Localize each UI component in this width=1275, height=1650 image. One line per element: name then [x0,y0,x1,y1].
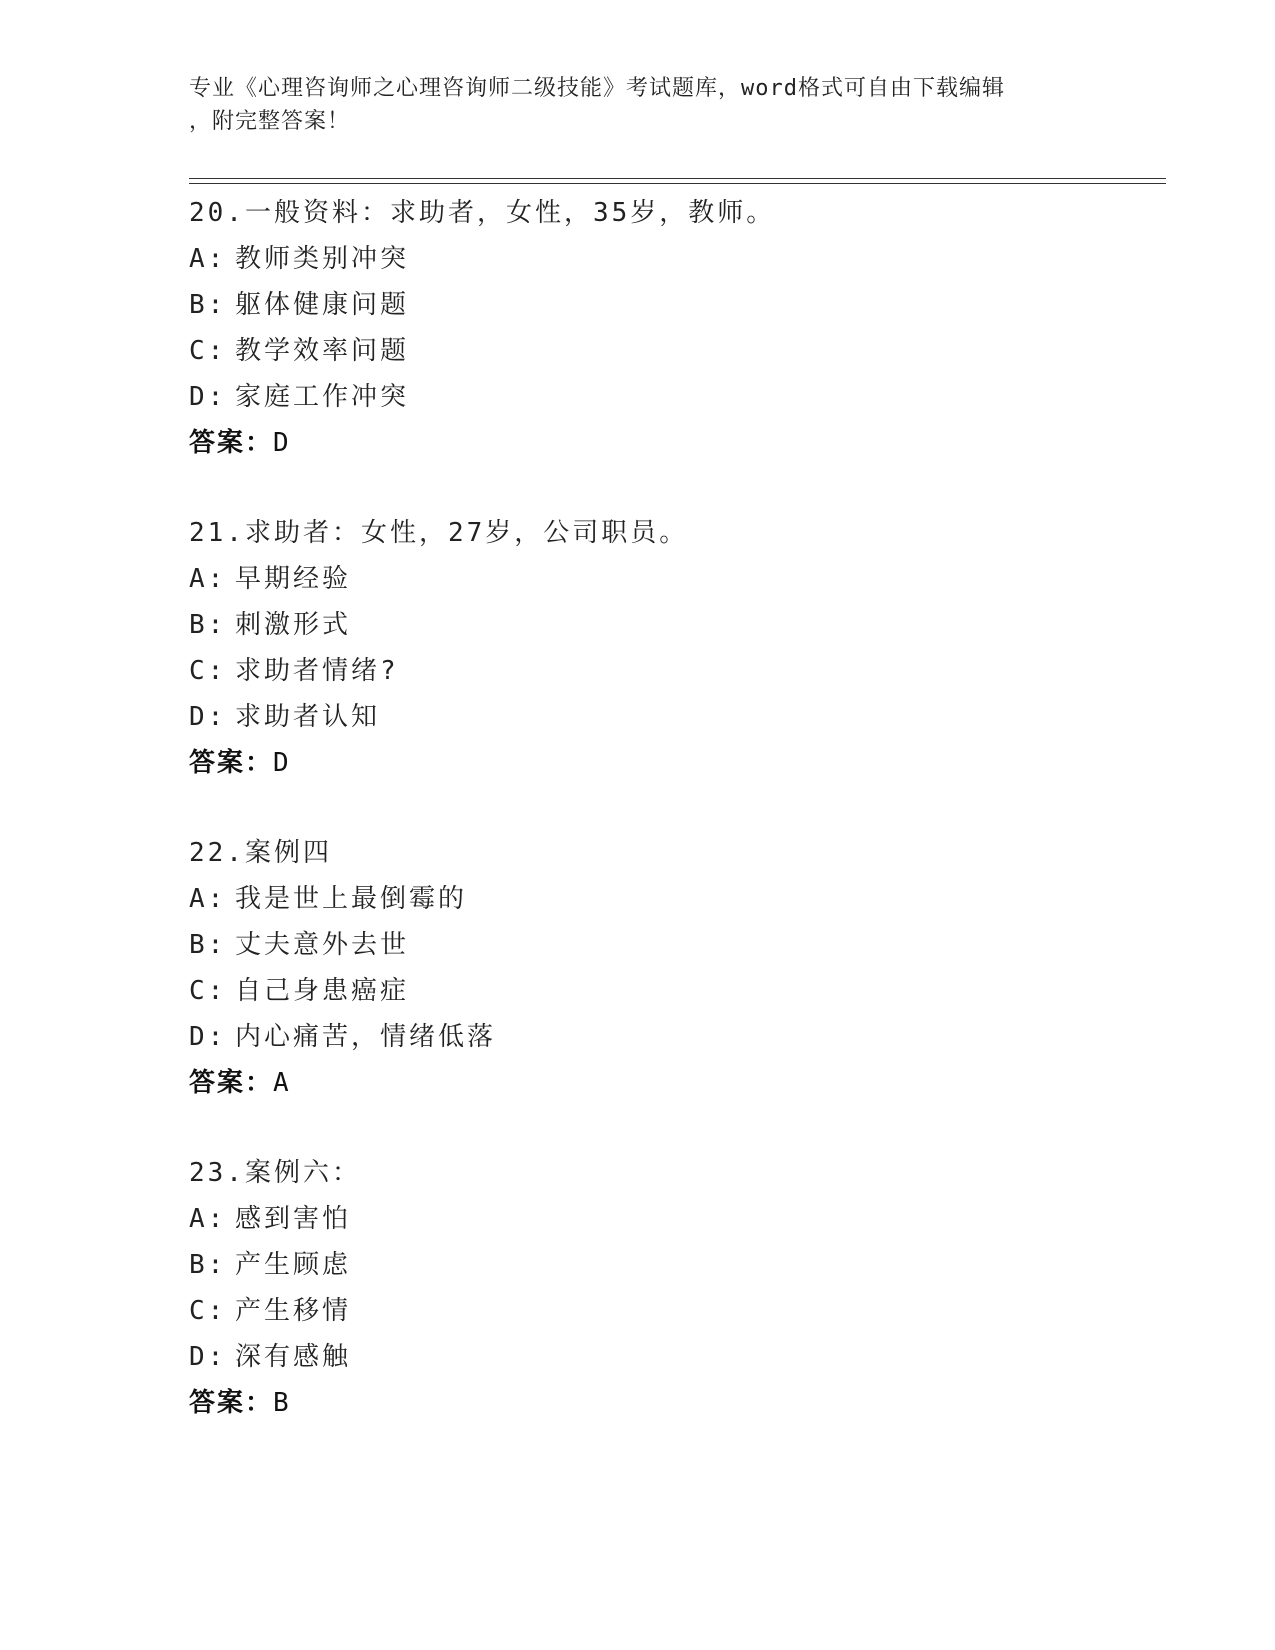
option-c [189,1288,1089,1334]
option-b [189,922,1089,968]
option-a [189,236,1089,282]
header-line-2: ，附完整答案！ [189,109,351,134]
option-key: C: [189,656,227,686]
option-text: 产生顾虑 [235,1250,352,1280]
option-key: C: [189,1296,227,1326]
document-header [189,72,1089,138]
answer-line [189,1380,1089,1426]
option-text: 躯体健康问题 [235,290,410,320]
option-d [189,1334,1089,1380]
answer-line [189,740,1089,786]
answer-value: D [273,428,291,458]
option-c [189,968,1089,1014]
question-block [189,190,1089,466]
option-key: A: [189,1204,227,1234]
option-d [189,694,1089,740]
option-text: 刺激形式 [235,610,352,640]
option-text: 丈夫意外去世 [235,930,410,960]
option-key: D: [189,382,227,412]
option-text: 家庭工作冲突 [235,382,410,412]
header-divider-bottom [189,183,1166,184]
option-text: 我是世上最倒霉的 [235,884,468,914]
option-b [189,602,1089,648]
question-stem: 22.案例四 [189,838,332,868]
answer-label: 答案： [189,428,274,458]
option-key: C: [189,976,227,1006]
option-text: 自己身患癌症 [235,976,410,1006]
option-key: A: [189,244,227,274]
answer-line [189,1060,1089,1106]
option-key: B: [189,930,227,960]
option-text: 产生移情 [235,1296,352,1326]
question-block [189,510,1089,786]
option-text: 内心痛苦，情绪低落 [235,1022,497,1052]
option-a [189,876,1089,922]
option-key: B: [189,1250,227,1280]
option-text: 感到害怕 [235,1204,352,1234]
question-stem: 21.求助者：女性，27岁，公司职员。 [189,518,689,548]
header-divider-top [189,178,1166,179]
option-text: 求助者情绪? [235,656,399,686]
option-a [189,556,1089,602]
option-text: 教师类别冲突 [235,244,410,274]
option-b [189,1242,1089,1288]
option-c [189,648,1089,694]
answer-label: 答案： [189,1068,274,1098]
answer-line [189,420,1089,466]
option-d [189,374,1089,420]
option-b [189,282,1089,328]
option-key: A: [189,564,227,594]
header-line-1: 专业《心理咨询师之心理咨询师二级技能》考试题库，word格式可自由下载编辑 [189,76,1005,101]
option-key: B: [189,610,227,640]
option-d [189,1014,1089,1060]
option-key: C: [189,336,227,366]
answer-value: D [273,748,291,778]
option-key: B: [189,290,227,320]
option-text: 早期经验 [235,564,352,594]
answer-label: 答案： [189,748,274,778]
option-key: A: [189,884,227,914]
option-key: D: [189,1022,227,1052]
option-c [189,328,1089,374]
option-text: 深有感触 [235,1342,352,1372]
question-block [189,830,1089,1106]
answer-value: A [273,1068,291,1098]
option-a [189,1196,1089,1242]
option-text: 求助者认知 [235,702,381,732]
option-key: D: [189,1342,227,1372]
question-stem: 20.一般资料：求助者，女性，35岁，教师。 [189,198,776,228]
answer-label: 答案： [189,1388,274,1418]
option-key: D: [189,702,227,732]
question-block [189,1150,1089,1426]
answer-value: B [273,1388,291,1418]
option-text: 教学效率问题 [235,336,410,366]
question-stem: 23.案例六： [189,1158,361,1188]
